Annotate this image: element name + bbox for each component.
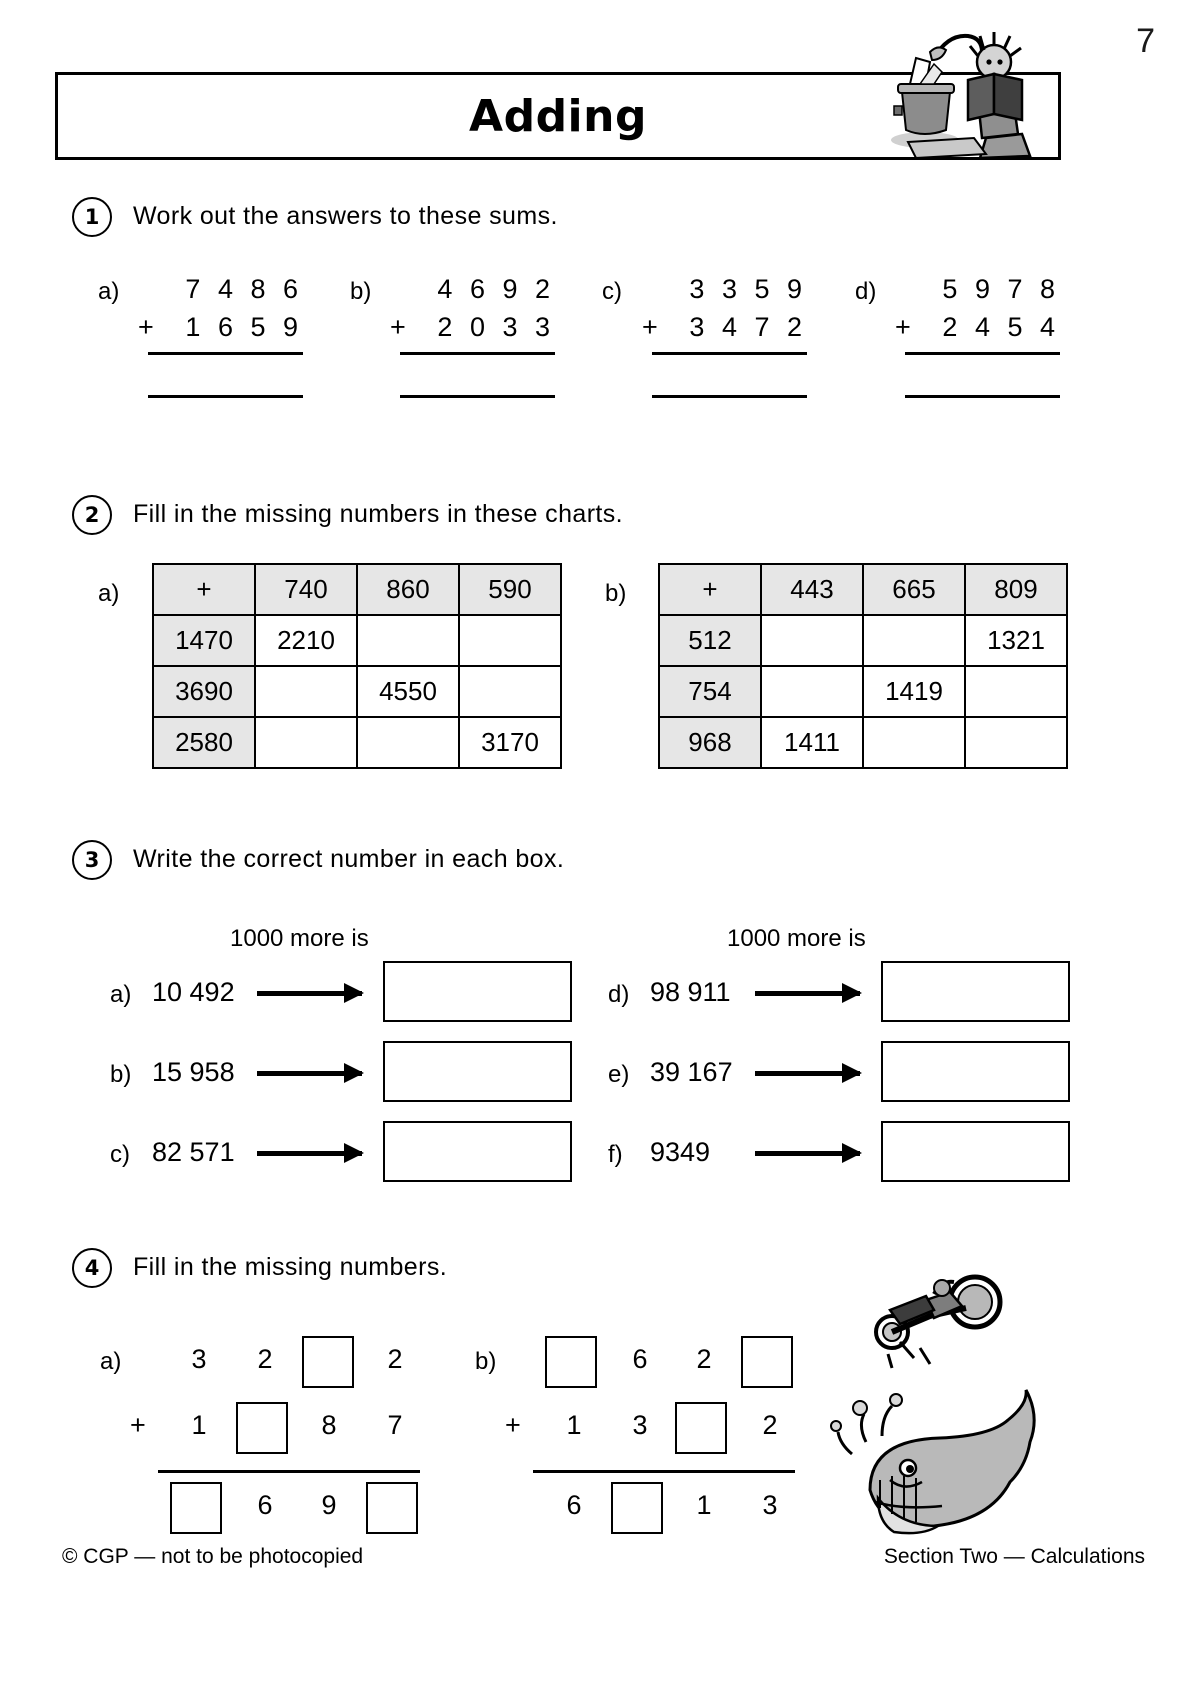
q4-b-plus: + bbox=[505, 1410, 521, 1440]
q4-a-letter: a) bbox=[100, 1348, 122, 1375]
arrow-icon bbox=[755, 991, 860, 996]
arrow-icon bbox=[257, 1151, 362, 1156]
sum-c-letter: c) bbox=[602, 278, 622, 305]
q3-c-value: 82 571 bbox=[152, 1137, 235, 1167]
chart-a-col-860: 860 bbox=[357, 564, 459, 615]
chart-b-corner: + bbox=[659, 564, 761, 615]
chart-a-cell-r2c3[interactable] bbox=[459, 666, 561, 717]
column-sum-b bbox=[475, 1330, 815, 1520]
chart-a-row-2580: 2580 bbox=[153, 717, 255, 768]
q4-a-s1-box[interactable] bbox=[170, 1482, 222, 1534]
sum-d-answer-rule[interactable] bbox=[905, 395, 1060, 398]
q4-a-s2: 6 bbox=[257, 1490, 273, 1520]
sum-b-letter: b) bbox=[350, 278, 372, 305]
page-title: Adding bbox=[469, 90, 647, 142]
arrow-icon bbox=[257, 991, 362, 996]
sum-c-rule bbox=[652, 352, 807, 355]
chart-b-row-512: 512 bbox=[659, 615, 761, 666]
q4-b-s4: 3 bbox=[762, 1490, 778, 1520]
chart-a-cell-r2c1[interactable] bbox=[255, 666, 357, 717]
sum-a-answer-rule[interactable] bbox=[148, 395, 303, 398]
q4-a-r2d2-box[interactable] bbox=[236, 1402, 288, 1454]
footer-section: Section Two — Calculations bbox=[883, 1545, 1145, 1568]
page-number: 7 bbox=[1136, 22, 1155, 60]
motorbike-stunt-icon bbox=[830, 1270, 1030, 1390]
sum-d-top: 5 9 7 8 bbox=[942, 273, 1060, 304]
sum-c-plus: + bbox=[642, 311, 658, 342]
sum-d-letter: d) bbox=[855, 278, 877, 305]
q3-item-a bbox=[110, 967, 560, 1019]
chart-a-cell-r1c1[interactable]: 2210 bbox=[255, 615, 357, 666]
q4-b-r1d2: 6 bbox=[632, 1344, 648, 1374]
q3-f-letter: f) bbox=[608, 1141, 623, 1168]
table-row bbox=[153, 615, 561, 666]
chart-b-cell-r2c3[interactable] bbox=[965, 666, 1067, 717]
chart-b-letter: b) bbox=[605, 580, 627, 607]
chart-a-col-590: 590 bbox=[459, 564, 561, 615]
q3-b-value: 15 958 bbox=[152, 1057, 235, 1087]
q3-d-value: 98 911 bbox=[650, 977, 731, 1007]
q4-b-s3: 1 bbox=[696, 1490, 712, 1520]
sum-b-plus: + bbox=[390, 311, 406, 342]
q3-c-letter: c) bbox=[110, 1141, 130, 1168]
q3-f-value: 9349 bbox=[650, 1137, 711, 1167]
whale-icon bbox=[830, 1380, 1060, 1570]
sum-c-bottom: 3 4 7 2 bbox=[689, 311, 807, 342]
chart-b-cell-r3c3[interactable] bbox=[965, 717, 1067, 768]
q3-f-answer-box[interactable] bbox=[881, 1121, 1070, 1182]
chart-a-cell-r2c2[interactable]: 4550 bbox=[357, 666, 459, 717]
chart-b-cell-r3c2[interactable] bbox=[863, 717, 965, 768]
chart-b-row-754: 754 bbox=[659, 666, 761, 717]
q4-a-s4-box[interactable] bbox=[366, 1482, 418, 1534]
q3-a-value: 10 492 bbox=[152, 977, 235, 1007]
table-row bbox=[153, 666, 561, 717]
q4-a-s3: 9 bbox=[321, 1490, 337, 1520]
chart-a-col-740: 740 bbox=[255, 564, 357, 615]
column-sum-a bbox=[100, 1330, 440, 1520]
q4-a-r1d1: 3 bbox=[191, 1344, 207, 1374]
q4-a-r1d4: 2 bbox=[387, 1344, 403, 1374]
sum-b-rule bbox=[400, 352, 555, 355]
question-1-prompt: Work out the answers to these sums. bbox=[133, 202, 558, 230]
chart-b bbox=[658, 563, 1068, 769]
chart-b-cell-r3c1[interactable]: 1411 bbox=[761, 717, 863, 768]
q3-d-answer-box[interactable] bbox=[881, 961, 1070, 1022]
more-label-right: 1000 more is bbox=[727, 925, 866, 952]
sum-d-bottom: 2 4 5 4 bbox=[942, 311, 1060, 342]
chart-b-row-968: 968 bbox=[659, 717, 761, 768]
chart-b-cell-r1c2[interactable] bbox=[863, 615, 965, 666]
sum-d-rule bbox=[905, 352, 1060, 355]
q3-e-value: 39 167 bbox=[650, 1057, 733, 1087]
table-row bbox=[659, 717, 1067, 768]
q3-item-b bbox=[110, 1047, 560, 1099]
chart-a bbox=[152, 563, 562, 769]
chart-a-cell-r3c1[interactable] bbox=[255, 717, 357, 768]
q3-item-e bbox=[608, 1047, 1058, 1099]
q3-item-f bbox=[608, 1127, 1058, 1179]
chart-a-cell-r3c2[interactable] bbox=[357, 717, 459, 768]
chart-b-col-665: 665 bbox=[863, 564, 965, 615]
chart-a-cell-r1c3[interactable] bbox=[459, 615, 561, 666]
q3-item-c bbox=[110, 1127, 560, 1179]
q4-a-r2d4: 7 bbox=[387, 1410, 403, 1440]
q4-a-plus: + bbox=[130, 1410, 146, 1440]
table-row bbox=[153, 564, 561, 615]
q4-b-r2d2: 3 bbox=[632, 1410, 648, 1440]
chart-a-letter: a) bbox=[98, 580, 120, 607]
chart-b-cell-r1c1[interactable] bbox=[761, 615, 863, 666]
q4-b-s1: 6 bbox=[566, 1490, 582, 1520]
question-2-number: 2 bbox=[72, 495, 112, 535]
arrow-icon bbox=[755, 1071, 860, 1076]
q3-b-answer-box[interactable] bbox=[383, 1041, 572, 1102]
chart-a-cell-r3c3[interactable]: 3170 bbox=[459, 717, 561, 768]
sum-a-top: 7 4 8 6 bbox=[185, 273, 303, 304]
chart-b-col-809: 809 bbox=[965, 564, 1067, 615]
q4-b-r2d1: 1 bbox=[566, 1410, 582, 1440]
q3-c-answer-box[interactable] bbox=[383, 1121, 572, 1182]
sum-a-letter: a) bbox=[98, 278, 120, 305]
chart-b-cell-r2c1[interactable] bbox=[761, 666, 863, 717]
q4-b-r1d4-box[interactable] bbox=[741, 1336, 793, 1388]
q3-a-letter: a) bbox=[110, 981, 132, 1008]
sum-d-plus: + bbox=[895, 311, 911, 342]
sum-a-bottom: 1 6 5 9 bbox=[185, 311, 303, 342]
chart-a-corner: + bbox=[153, 564, 255, 615]
q4-b-rule bbox=[533, 1470, 795, 1473]
q4-b-r2d4: 2 bbox=[762, 1410, 778, 1440]
sum-a-plus: + bbox=[138, 311, 154, 342]
q4-b-s2-box[interactable] bbox=[611, 1482, 663, 1534]
table-row bbox=[153, 717, 561, 768]
question-2-prompt: Fill in the missing numbers in these charts. bbox=[133, 500, 624, 528]
q4-b-r1d1-box[interactable] bbox=[545, 1336, 597, 1388]
q3-d-letter: d) bbox=[608, 981, 630, 1008]
sum-b-top: 4 6 9 2 bbox=[437, 273, 555, 304]
question-3-prompt: Write the correct number in each box. bbox=[133, 845, 565, 873]
chart-a-cell-r1c2[interactable] bbox=[357, 615, 459, 666]
sum-b-answer-rule[interactable] bbox=[400, 395, 555, 398]
chart-b-col-443: 443 bbox=[761, 564, 863, 615]
question-4-prompt: Fill in the missing numbers. bbox=[133, 1253, 448, 1281]
q4-b-r1d3: 2 bbox=[696, 1344, 712, 1374]
arrow-icon bbox=[257, 1071, 362, 1076]
q3-e-letter: e) bbox=[608, 1061, 630, 1088]
footer-copyright: © CGP — not to be photocopied bbox=[62, 1545, 364, 1568]
question-1-number: 1 bbox=[72, 197, 112, 237]
table-row bbox=[659, 666, 1067, 717]
sum-c-answer-rule[interactable] bbox=[652, 395, 807, 398]
table-row bbox=[659, 564, 1067, 615]
sum-c-top: 3 3 5 9 bbox=[689, 273, 807, 304]
q4-a-r2d1: 1 bbox=[191, 1410, 207, 1440]
q4-a-rule bbox=[158, 1470, 420, 1473]
q3-a-answer-box[interactable] bbox=[383, 961, 572, 1022]
question-3-number: 3 bbox=[72, 840, 112, 880]
q4-b-letter: b) bbox=[475, 1348, 497, 1375]
arrow-icon bbox=[755, 1151, 860, 1156]
scientist-cartoon-icon bbox=[890, 22, 1060, 162]
q3-item-d bbox=[608, 967, 1058, 1019]
q3-b-letter: b) bbox=[110, 1061, 132, 1088]
q4-a-r2d3: 8 bbox=[321, 1410, 337, 1440]
q4-a-r1d2: 2 bbox=[257, 1344, 273, 1374]
chart-a-row-1470: 1470 bbox=[153, 615, 255, 666]
table-row bbox=[659, 615, 1067, 666]
more-label-left: 1000 more is bbox=[230, 925, 369, 952]
sum-b-bottom: 2 0 3 3 bbox=[437, 311, 555, 342]
q3-e-answer-box[interactable] bbox=[881, 1041, 1070, 1102]
chart-a-row-3690: 3690 bbox=[153, 666, 255, 717]
q4-b-r2d3-box[interactable] bbox=[675, 1402, 727, 1454]
q4-a-r1d3-box[interactable] bbox=[302, 1336, 354, 1388]
chart-b-cell-r2c2[interactable]: 1419 bbox=[863, 666, 965, 717]
question-4-number: 4 bbox=[72, 1248, 112, 1288]
sum-a-rule bbox=[148, 352, 303, 355]
chart-b-cell-r1c3[interactable]: 1321 bbox=[965, 615, 1067, 666]
